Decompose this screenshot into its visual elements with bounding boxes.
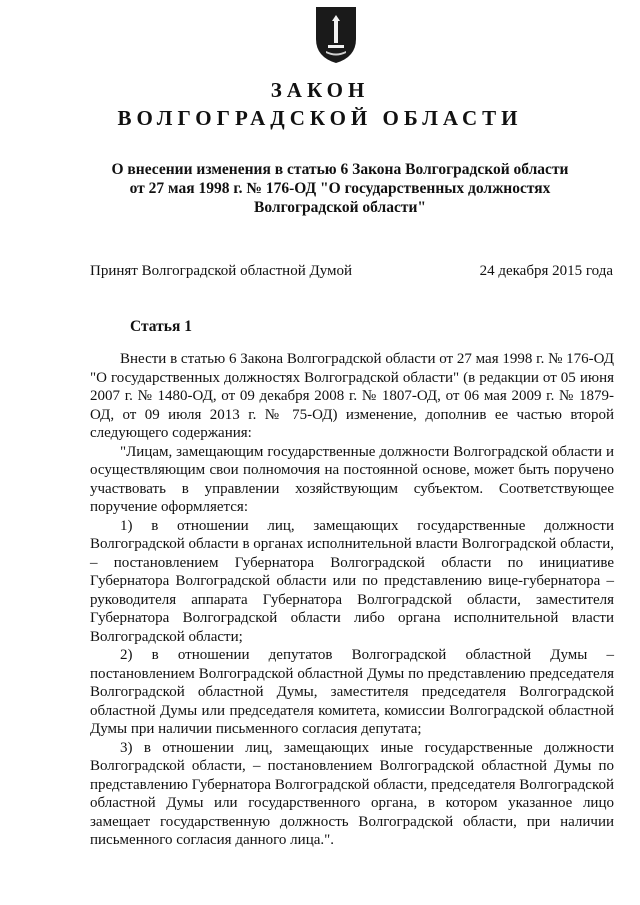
paragraph-item-1: 1) в отношении лиц, замещающих государственные должности Волгоградской области в органах исполнительной власти Волгоградской области, – постановлением Губернатора Волгоградской области по инициативе Губернатора Волгоградской области или по представлению вице-губернатора – руководителя аппарата Губернатора Волгоградской области, заместителя Губернатора Волгоградской области либо органа исполнительной власти Волгоградской области; (90, 517, 614, 645)
law-subject: О внесении изменения в статью 6 Закона Волгоградской области от 27 мая 1998 г. № 176-ОД "О государственных должностях Волгоградской области" (111, 161, 569, 216)
adoption-date: 24 декабря 2015 года (479, 263, 613, 279)
paragraph-intro: Внести в статью 6 Закона Волгоградской области от 27 мая 1998 г. № 176-ОД "О государственных должностях Волгоградской области" (в редакции от 05 июня 2007 г. № 1480-ОД, от 09 декабря 2008 г. № 1807-ОД, от 06 мая 2009 г. № 1879-ОД, от 09 июля 2013 г. № 75-ОД) изменение, дополнив ее частью второй следующего содержания: (90, 351, 614, 441)
coat-of-arms-emblem (314, 5, 358, 65)
adopted-by: Принят Волгоградской областной Думой (90, 263, 353, 279)
law-title: ЗАКОН (270, 78, 370, 102)
region-title: ВОЛГОГРАДСКОЙ ОБЛАСТИ (117, 106, 523, 130)
paragraph-quote: "Лицам, замещающим государственные должности Волгоградской области и осуществляющим свои полномочия на постоянной основе, может быть поручено участвовать в управлении хозяйствующим субъектом. Соответствующее поручение оформляется: (90, 443, 614, 515)
paragraph-item-2: 2) в отношении депутатов Волгоградской областной Думы – постановлением Волгоградской областной Думы по представлению председателя Волгоградской областной Думы, заместителя председателя Волгоградской областной Думы или председателя комитета, комиссии Волгоградской областной Думы при наличии письменного согласия депутата; (90, 647, 614, 737)
article-heading: Статья 1 (130, 318, 192, 335)
paragraph-item-3: 3) в отношении лиц, замещающих иные государственные должности Волгоградской области, – постановлением Волгоградской областной Думы по представлению Губернатора Волгоградской области, председателя Волгоградской областной Думы или государственного органа, в котором указанное лицо замещает государственную должность Волгоградской области, при наличии письменного согласия данного лица.". (90, 739, 614, 848)
article-body (90, 350, 614, 850)
